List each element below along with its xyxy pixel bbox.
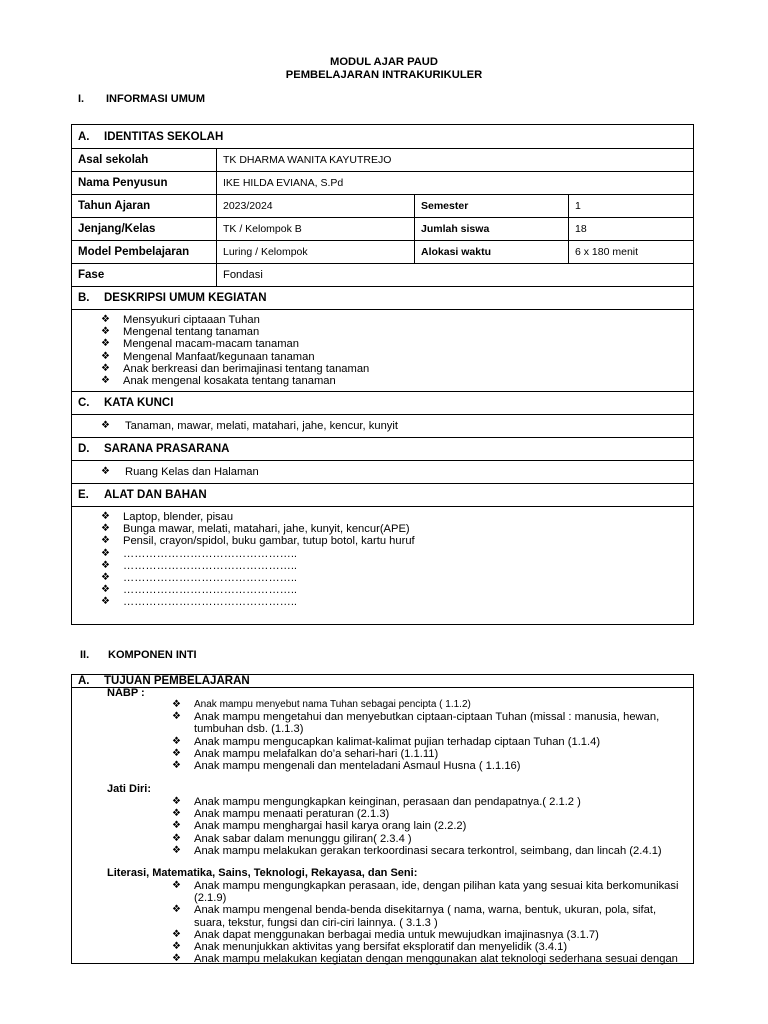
nama-penyusun-row: [72, 172, 693, 195]
diamond-bullet-icon: ❖: [101, 362, 110, 374]
tahun-ajaran-row: [72, 195, 693, 218]
model-value: Luring / Kelompok: [216, 241, 414, 263]
list-item: ❖ Anak mampu mengungkapkan perasaan, ide, dengan pilihan kata yang sesuai kita berkomunikasi (2.1.9): [172, 880, 679, 905]
list-item: ❖ Mengenal Manfaat/kegunaan tanaman: [101, 350, 315, 363]
diamond-bullet-icon: ❖: [101, 420, 110, 431]
fase-row: [72, 264, 693, 287]
diamond-bullet-icon: ❖: [172, 796, 181, 807]
section-2-heading: [80, 649, 197, 661]
diamond-bullet-icon: ❖: [101, 314, 110, 325]
list-item: ❖ ………………………………………..: [101, 559, 298, 572]
section-1-title: INFORMASI UMUM: [106, 93, 205, 105]
list-item: ❖ Pensil, crayon/spidol, buku gambar, tutup botol, kartu huruf: [101, 535, 415, 548]
kata-kunci-letter: C.: [78, 397, 90, 409]
jenjang-value: TK / Kelompok B: [216, 218, 414, 240]
diamond-bullet-icon: ❖: [172, 711, 181, 723]
list-item: ❖ Mensyukuri ciptaaan Tuhan: [101, 314, 260, 326]
diamond-bullet-icon: ❖: [101, 466, 110, 477]
asal-sekolah-label: Asal sekolah: [78, 154, 149, 166]
sarana-body: [72, 461, 693, 484]
alat-title: ALAT DAN BAHAN: [104, 489, 207, 501]
diamond-bullet-icon: ❖: [101, 375, 110, 387]
semester-label: Semester: [414, 195, 568, 217]
diamond-bullet-icon: ❖: [101, 596, 110, 608]
list-item: ❖ ………………………………………..: [101, 596, 298, 609]
alat-header-row: [72, 484, 693, 507]
diamond-bullet-icon: ❖: [172, 808, 181, 820]
list-item: ❖ Anak dapat menggunakan berbagai media untuk mewujudkan imajinasnya (3.1.7): [172, 928, 599, 941]
nabp-title: NABP :: [107, 687, 145, 699]
list-item: ❖ Mengenal tentang tanaman: [101, 326, 260, 339]
diamond-bullet-icon: ❖: [101, 572, 110, 584]
diamond-bullet-icon: ❖: [172, 820, 181, 832]
list-item: ❖ Laptop, blender, pisau: [101, 511, 234, 523]
list-item: ❖ Anak mampu melakukan kegiatan dengan menggunakan alat teknologi sederhana sesuai dengan: [172, 953, 678, 966]
nama-penyusun-value: IKE HILDA EVIANA, S.Pd: [216, 172, 693, 194]
jenjang-label: Jenjang/Kelas: [78, 223, 156, 235]
list-item: ❖ Anak mampu mengetahui dan menyebutkan ciptaan-ciptaan Tuhan (missal : manusia, hewan, tumbuhan dsb. (1.1.3): [172, 711, 660, 736]
tahun-ajaran-label: Tahun Ajaran: [78, 200, 151, 212]
alat-letter: E.: [78, 489, 89, 501]
alat-list: [101, 511, 415, 609]
diamond-bullet-icon: ❖: [172, 953, 181, 965]
diamond-bullet-icon: ❖: [172, 880, 181, 891]
list-item: ❖ Mengenal macam-macam tanaman: [101, 338, 299, 351]
nabp-list: [172, 699, 672, 772]
list-item: ❖ Anak mampu menyebut nama Tuhan sebagai pencipta ( 1.1.2): [172, 699, 471, 710]
list-item: ❖ Anak mampu menaati peraturan (2.1.3): [172, 808, 390, 821]
sarana-header-row: [72, 438, 693, 461]
diamond-bullet-icon: ❖: [101, 584, 110, 596]
deskripsi-header-row: [72, 287, 693, 310]
diamond-bullet-icon: ❖: [101, 511, 110, 522]
section-1-heading: [78, 93, 205, 105]
jenjang-row: [72, 218, 693, 241]
identitas-title: IDENTITAS SEKOLAH: [104, 130, 224, 143]
identitas-letter: A.: [78, 130, 90, 143]
fase-value: Fondasi: [216, 264, 693, 286]
list-item: ❖ Anak mampu melakukan gerakan terkoordinasi secara terkontrol, seimbang, dan lincah (2.4.1): [172, 844, 662, 857]
list-item: ❖ Anak mampu mengenali dan menteladani Asmaul Husna ( 1.1.16): [172, 760, 521, 773]
list-item: ❖ Anak mampu mengungkapkan keinginan, perasaan dan pendapatnya.( 2.1.2 ): [172, 796, 581, 808]
diamond-bullet-icon: ❖: [101, 523, 110, 535]
section-1-number: I.: [78, 93, 85, 105]
list-item: ❖ Bunga mawar, melati, matahari, jahe, kunyit, kencur(APE): [101, 523, 410, 536]
sarana-title: SARANA PRASARANA: [104, 443, 230, 455]
nama-penyusun-label: Nama Penyusun: [78, 177, 168, 189]
diamond-bullet-icon: ❖: [101, 559, 110, 571]
jati-diri-title: Jati Diri:: [107, 783, 152, 795]
asal-sekolah-value: TK DHARMA WANITA KAYUTREJO: [216, 149, 693, 171]
kata-kunci-title: KATA KUNCI: [104, 397, 174, 409]
list-item: ❖ Anak mampu mengucapkan kalimat-kalimat pujian terhadap ciptaan Tuhan (1.1.4): [172, 735, 601, 748]
list-item: ❖ Anak mampu menghargai hasil karya orang lain (2.2.2): [172, 820, 467, 833]
list-item: ❖ ………………………………………..: [101, 572, 298, 585]
model-row: [72, 241, 693, 264]
alokasi-waktu-value: 6 x 180 menit: [568, 241, 693, 263]
list-item: ❖ Anak sabar dalam menunggu giliran( 2.3.4 ): [172, 832, 412, 845]
list-item: ❖ ………………………………………..: [101, 547, 298, 560]
diamond-bullet-icon: ❖: [172, 941, 181, 953]
doc-title-line1: MODUL AJAR PAUD: [330, 56, 438, 68]
list-item: ❖ Anak berkreasi dan berimajinasi tentang tanaman: [101, 362, 370, 375]
doc-title-line2: PEMBELAJARAN INTRAKURIKULER: [285, 69, 483, 81]
list-item: ❖ Anak mampu melafalkan do’a sehari-hari (1.1.11): [172, 747, 439, 760]
kata-kunci-body: [72, 415, 693, 438]
semester-value: 1: [568, 195, 693, 217]
literasi-title: Literasi, Matematika, Sains, Teknologi, Rekayasa, dan Seni:: [107, 867, 418, 879]
diamond-bullet-icon: ❖: [172, 832, 181, 844]
deskripsi-list: [101, 314, 369, 387]
asal-sekolah-row: [72, 149, 693, 172]
section-2-number: II.: [80, 649, 90, 661]
section-2-title: KOMPONEN INTI: [108, 649, 197, 661]
info-table: [71, 124, 694, 625]
kata-kunci-header-row: [72, 392, 693, 415]
deskripsi-body: [72, 310, 693, 392]
model-label: Model Pembelajaran: [78, 246, 190, 258]
jati-diri-list: [172, 796, 692, 857]
diamond-bullet-icon: ❖: [101, 350, 110, 362]
jumlah-siswa-label: Jumlah siswa: [414, 218, 568, 240]
identitas-header-row: [72, 125, 693, 149]
list-item: ❖ Tanaman, mawar, melati, matahari, jahe, kencur, kunyit: [101, 420, 398, 432]
tahun-ajaran-value: 2023/2024: [216, 195, 414, 217]
fase-label: Fase: [78, 269, 105, 281]
alokasi-waktu-label: Alokasi waktu: [414, 241, 568, 263]
diamond-bullet-icon: ❖: [101, 338, 110, 350]
tujuan-title: TUJUAN PEMBELAJARAN: [104, 675, 250, 687]
diamond-bullet-icon: ❖: [172, 747, 181, 759]
jumlah-siswa-value: 18: [568, 218, 693, 240]
list-item: ❖ ………………………………………..: [101, 584, 298, 597]
diamond-bullet-icon: ❖: [101, 547, 110, 559]
alat-body: [72, 507, 693, 624]
diamond-bullet-icon: ❖: [172, 699, 181, 710]
sarana-letter: D.: [78, 443, 90, 455]
deskripsi-title: DESKRIPSI UMUM KEGIATAN: [104, 292, 267, 304]
literasi-list: [172, 880, 687, 965]
diamond-bullet-icon: ❖: [101, 535, 110, 547]
tujuan-letter: A.: [78, 675, 90, 687]
diamond-bullet-icon: ❖: [172, 735, 181, 747]
diamond-bullet-icon: ❖: [101, 326, 110, 338]
diamond-bullet-icon: ❖: [172, 928, 181, 940]
deskripsi-letter: B.: [78, 292, 90, 304]
list-item: ❖ Anak mampu mengenal benda-benda disekitarnya ( nama, warna, bentuk, ukuran, pola, sifat, suara, tekstur, fungsi dan ciri-ciri lainnya. ( 3.1.3 ): [172, 904, 657, 929]
list-item: ❖ Ruang Kelas dan Halaman: [101, 466, 259, 478]
diamond-bullet-icon: ❖: [172, 844, 181, 856]
tujuan-header-row: [72, 675, 693, 688]
list-item: ❖ Anak menunjukkan aktivitas yang bersifat eksploratif dan menyelidik (3.4.1): [172, 941, 568, 954]
diamond-bullet-icon: ❖: [172, 760, 181, 772]
list-item: ❖ Anak mengenal kosakata tentang tanaman: [101, 375, 336, 388]
diamond-bullet-icon: ❖: [172, 904, 181, 916]
komponen-table: [71, 674, 694, 964]
